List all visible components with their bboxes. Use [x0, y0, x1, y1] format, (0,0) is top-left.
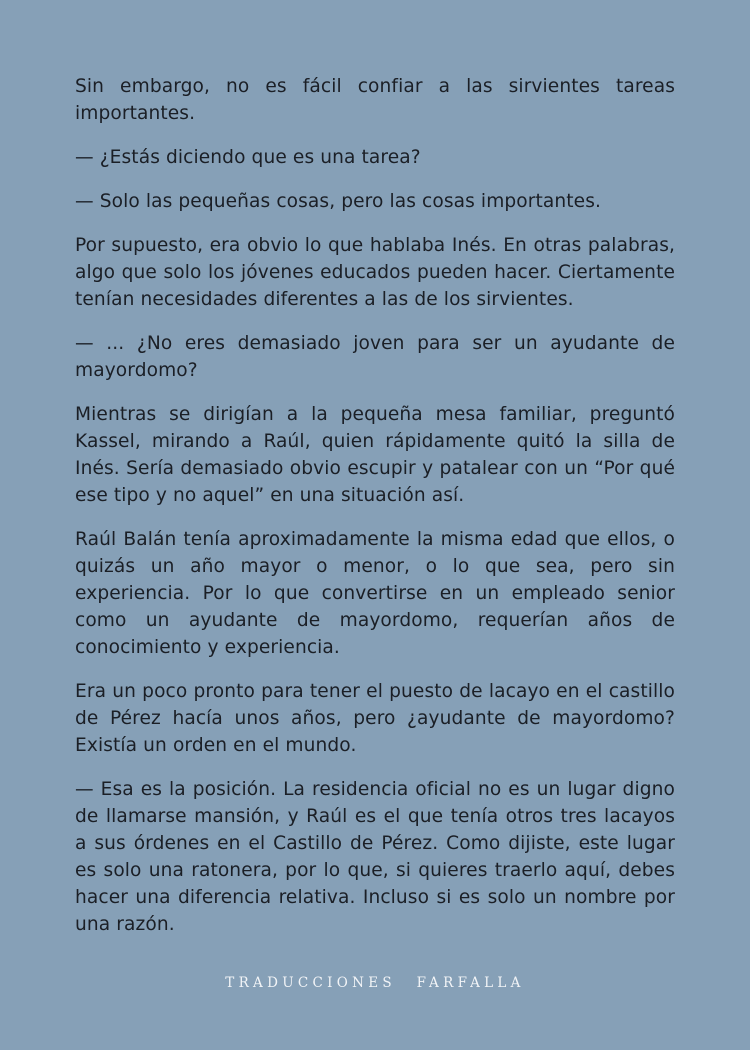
paragraph: — ¿Estás diciendo que es una tarea?: [75, 147, 421, 168]
paragraph: Sin embargo, no es fácil confiar a las sirvientes tareas importantes.: [75, 76, 675, 124]
paragraph: Por supuesto, era obvio lo que hablaba Inés. En otras palabras, algo que solo los jóvenes educados pueden hacer. Ciertamente tenían necesidades diferentes a las de los sirvientes.: [75, 235, 675, 310]
paragraph: Mientras se dirigían a la pequeña mesa familiar, preguntó Kassel, mirando a Raúl, quien rápidamente quitó la silla de Inés. Sería demasiado obvio escupir y patalear con un “Por qué ese tipo y no aquel” en una situación así.: [75, 404, 675, 506]
paragraph: — Esa es la posición. La residencia oficial no es un lugar digno de llamarse mansión, y Raúl es el que tenía otros tres lacayos a sus órdenes en el Castillo de Pérez. Como dijiste, este lugar es solo una ratonera, por lo que, si quieres traerlo aquí, debes hacer una diferencia relativa. Incluso si es solo un nombre por una razón.: [75, 779, 675, 935]
page-text: [75, 73, 675, 955]
paragraph: Era un poco pronto para tener el puesto de lacayo en el castillo de Pérez hacía unos años, pero ¿ayudante de mayordomo? Existía un orden en el mundo.: [75, 681, 675, 756]
paragraph: Raúl Balán tenía aproximadamente la misma edad que ellos, o quizás un año mayor o menor, o lo que sea, pero sin experiencia. Por lo que convertirse en un empleado senior como un ayudante de mayordomo, requerían años de conocimiento y experiencia.: [75, 529, 675, 658]
footer-credit: TRADUCCIONES FARFALLA: [225, 975, 525, 991]
paragraph: — Solo las pequeñas cosas, pero las cosas importantes.: [75, 191, 602, 212]
paragraph: — ... ¿No eres demasiado joven para ser un ayudante de mayordomo?: [75, 333, 675, 381]
